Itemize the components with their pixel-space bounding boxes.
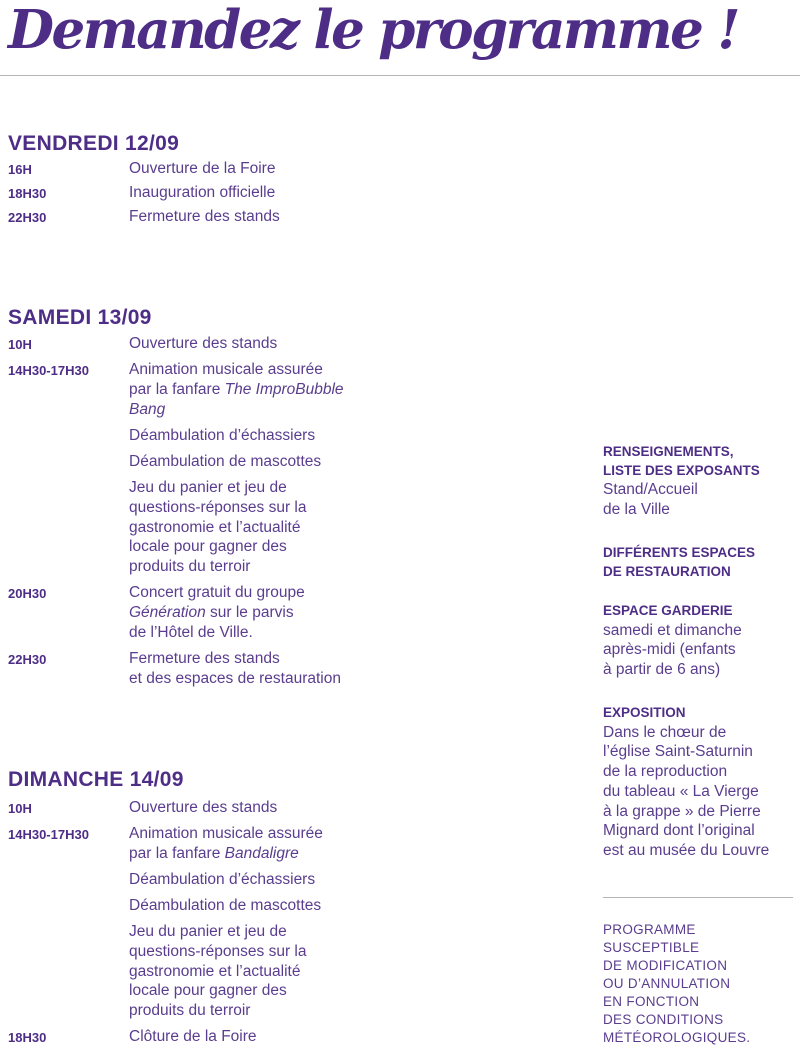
schedule-time: 16H	[8, 162, 32, 177]
schedule-desc: Déambulation de mascottes	[129, 897, 322, 914]
schedule-time: 14H30-17H30	[8, 827, 89, 842]
info-heading: DIFFÉRENTS ESPACES DE RESTAURATION	[603, 545, 756, 579]
day-heading-samedi: SAMEDI 13/09	[8, 306, 152, 329]
schedule-desc: Fermeture des stands	[129, 208, 280, 225]
info-body: samedi et dimanche après-midi (enfants à partir de 6 ans)	[603, 621, 742, 679]
schedule-desc: Animation musicale assurée par la fanfare The ImproBubble Bang	[129, 361, 344, 418]
schedule-time: 10H	[8, 801, 32, 816]
schedule-desc: Concert gratuit du groupe Génération sur le parvis de l’Hôtel de Ville.	[129, 584, 305, 641]
schedule-desc: Inauguration officielle	[129, 184, 276, 201]
schedule-desc: Fermeture des stands et des espaces de restauration	[129, 650, 341, 687]
page-title: Demandez le programme !	[8, 0, 739, 61]
info-body: Dans le chœur de l’église Saint-Saturnin de la reproduction du tableau « La Vierge à la grappe » de Pierre Mignard dont l’original est au musée du Louvre	[603, 723, 770, 860]
info-block-renseignements	[603, 443, 798, 520]
schedule-desc: Déambulation de mascottes	[129, 453, 322, 470]
schedule-desc: Déambulation d’échassiers	[129, 427, 316, 444]
schedule-time: 22H30	[8, 652, 47, 667]
info-block-exposition	[603, 704, 798, 861]
day-heading-dimanche: DIMANCHE 14/09	[8, 768, 184, 791]
schedule-desc: Jeu du panier et jeu de questions-réponses sur la gastronomie et l’actualité locale pour gagner des produits du terroir	[129, 923, 307, 1020]
info-block-restauration	[603, 544, 798, 581]
info-block-garderie	[603, 602, 798, 680]
title-divider	[0, 75, 800, 76]
schedule-desc: Animation musicale assurée par la fanfare Bandaligre	[129, 825, 323, 862]
disclaimer-note: PROGRAMME SUSCEPTIBLE DE MODIFICATION OU D’ANNULATION EN FONCTION DES CONDITIONS MÉTÉOROLOGIQUES.	[603, 922, 751, 1045]
schedule-desc: Jeu du panier et jeu de questions-réponses sur la gastronomie et l’actualité locale pour gagner des produits du terroir	[129, 479, 307, 576]
schedule-desc: Déambulation d’échassiers	[129, 871, 316, 888]
schedule-time: 20H30	[8, 586, 47, 601]
schedule-desc: Ouverture des stands	[129, 799, 278, 816]
info-heading: RENSEIGNEMENTS, LISTE DES EXPOSANTS	[603, 444, 760, 478]
schedule-time: 22H30	[8, 210, 47, 225]
schedule-time: 18H30	[8, 186, 47, 201]
schedule-desc: Clôture de la Foire	[129, 1028, 257, 1045]
schedule-desc: Ouverture des stands	[129, 335, 278, 352]
schedule-time: 14H30-17H30	[8, 363, 89, 378]
day-heading-vendredi: VENDREDI 12/09	[8, 132, 180, 155]
schedule-desc: Ouverture de la Foire	[129, 160, 276, 177]
info-body: Stand/Accueil de la Ville	[603, 481, 698, 518]
info-heading: ESPACE GARDERIE	[603, 603, 733, 618]
schedule-time: 10H	[8, 337, 32, 352]
info-heading: EXPOSITION	[603, 705, 686, 720]
sidebar-divider	[603, 897, 793, 898]
schedule-time: 18H30	[8, 1030, 47, 1045]
